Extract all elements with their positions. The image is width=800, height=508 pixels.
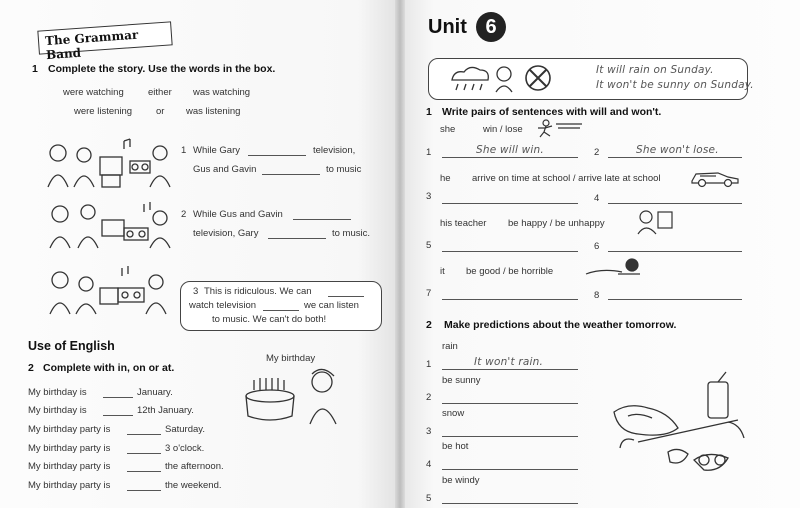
weather-prompt: be sunny (442, 375, 481, 386)
birthday-row: the afternoon. (165, 461, 224, 472)
prompt-verbs: arrive on time at school / arrive late at school (472, 173, 661, 184)
birthday-row: 12th January. (137, 405, 194, 416)
exercise-1-number: 1 (32, 63, 38, 75)
exercise-2-number: 2 (28, 362, 34, 374)
answer-number: 2 (426, 392, 432, 403)
birthday-row: January. (137, 387, 173, 398)
word-box-item: or (156, 106, 165, 117)
answer-blank[interactable] (127, 490, 161, 491)
teacher-icon (634, 208, 674, 234)
birthday-row: Saturday. (165, 424, 205, 435)
story-item-2-number: 2 (181, 209, 187, 220)
birthday-row: 3 o'clock. (165, 443, 205, 454)
answer-line[interactable] (442, 369, 578, 370)
answer-blank[interactable] (248, 155, 306, 156)
story-item-2-text: television, Gary (193, 228, 259, 239)
birthday-row: My birthday is (28, 405, 87, 416)
story-item-1-text: to music (326, 164, 362, 175)
example-answer: She won't lose. (636, 144, 719, 156)
story-item-3-number: 3 (193, 286, 199, 297)
birthday-row: the weekend. (165, 480, 222, 491)
story-item-1-text: television, (313, 145, 356, 156)
answer-number: 1 (426, 147, 432, 158)
answer-blank[interactable] (127, 471, 161, 472)
exercise-1-instruction: Complete the story. Use the words in the box. (48, 63, 276, 75)
answer-line[interactable] (442, 469, 578, 470)
unit-number-badge: 6 (476, 12, 506, 42)
answer-line[interactable] (442, 251, 578, 252)
prompt-verbs: be good / be horrible (466, 266, 554, 277)
answer-line[interactable] (442, 157, 578, 158)
weather-prompt: snow (442, 408, 465, 419)
car-icon (688, 169, 742, 187)
answer-blank[interactable] (263, 310, 299, 311)
answer-line[interactable] (608, 299, 742, 300)
answer-line[interactable] (442, 403, 578, 404)
birthday-row: My birthday party is (28, 443, 111, 454)
example-sentence: It won't be sunny on Sunday. (596, 79, 754, 91)
prompt-subject: his teacher (440, 218, 487, 229)
answer-number: 4 (426, 459, 432, 470)
answer-line[interactable] (608, 203, 742, 204)
story-item-3-text: watch television (189, 300, 257, 311)
answer-number: 3 (426, 426, 432, 437)
weather-prompt: be hot (442, 441, 469, 452)
example-sentence: It will rain on Sunday. (596, 64, 714, 76)
story-item-2-text: While Gus and Gavin (193, 209, 283, 220)
boys-listening-music-illustration (44, 198, 174, 252)
word-box-item: was listening (186, 106, 241, 117)
word-box-item: either (148, 87, 172, 98)
answer-line[interactable] (608, 251, 742, 252)
exercise-2-instruction: Make predictions about the weather tomorrow. (444, 319, 677, 331)
answer-blank[interactable] (103, 415, 133, 416)
answer-line[interactable] (442, 203, 578, 204)
answer-number: 5 (426, 240, 432, 251)
prompt-subject: he (440, 173, 451, 184)
story-item-1-text: While Gary (193, 145, 240, 156)
answer-line[interactable] (442, 299, 578, 300)
answer-blank[interactable] (328, 296, 364, 297)
answer-blank[interactable] (262, 174, 320, 175)
boys-arguing-illustration (46, 262, 172, 318)
story-item-1-number: 1 (181, 145, 187, 156)
answer-blank[interactable] (268, 238, 326, 239)
birthday-row: My birthday party is (28, 480, 111, 491)
story-item-3-text: This is ridiculous. We can (204, 286, 312, 297)
exercise-2-instruction: Complete with in, on or at. (43, 362, 175, 374)
use-of-english-heading: Use of English (28, 339, 115, 353)
girl-reading-icon (582, 256, 644, 278)
cake-caption: My birthday (266, 353, 316, 364)
story-item-2-text: to music. (332, 228, 371, 239)
answer-number: 7 (426, 288, 432, 299)
prompt-verbs: win / lose (483, 124, 523, 135)
book-spine (395, 0, 405, 508)
story-item-3-text: to music. We can't do both! (212, 314, 327, 325)
exercise-2-number: 2 (426, 319, 432, 331)
exercise-1-instruction: Write pairs of sentences with will and won't. (442, 106, 662, 118)
birthday-row: My birthday party is (28, 461, 111, 472)
birthday-row: My birthday is (28, 387, 87, 398)
prompt-subject: she (440, 124, 456, 135)
story-item-3-text: we can listen (304, 300, 359, 311)
answer-number: 4 (594, 193, 600, 204)
boys-watching-tv-illustration (44, 135, 174, 193)
answer-line[interactable] (608, 157, 742, 158)
answer-line[interactable] (442, 436, 578, 437)
answer-blank[interactable] (293, 219, 351, 220)
answer-number: 1 (426, 359, 432, 370)
exercise-1-number: 1 (426, 106, 432, 118)
answer-blank[interactable] (127, 434, 161, 435)
runner-icon (536, 118, 586, 138)
weather-items-illustration (608, 372, 758, 482)
answer-number: 3 (426, 191, 432, 202)
birthday-row: My birthday party is (28, 424, 111, 435)
answer-number: 5 (426, 493, 432, 504)
example-answer: She will win. (476, 144, 544, 156)
word-box-item: was watching (193, 87, 251, 98)
grammar-band-logo: The Grammar Band (37, 21, 172, 54)
weather-prompt: be windy (442, 475, 480, 486)
answer-line[interactable] (442, 503, 578, 504)
story-item-1-text: Gus and Gavin (193, 164, 257, 175)
birthday-cake-illustration (238, 366, 348, 426)
prompt-subject: it (440, 266, 445, 277)
word-box-item: were listening (74, 106, 133, 117)
answer-blank[interactable] (103, 397, 133, 398)
example-answer: It won't rain. (474, 356, 544, 368)
answer-blank[interactable] (127, 453, 161, 454)
weather-prompt: rain (442, 341, 458, 352)
weather-example-illustration (446, 62, 556, 94)
answer-number: 8 (594, 290, 600, 301)
word-box-item: were watching (63, 87, 124, 98)
answer-number: 6 (594, 241, 600, 252)
prompt-verbs: be happy / be unhappy (508, 218, 605, 229)
unit-label: Unit (428, 16, 467, 38)
answer-number: 2 (594, 147, 600, 158)
